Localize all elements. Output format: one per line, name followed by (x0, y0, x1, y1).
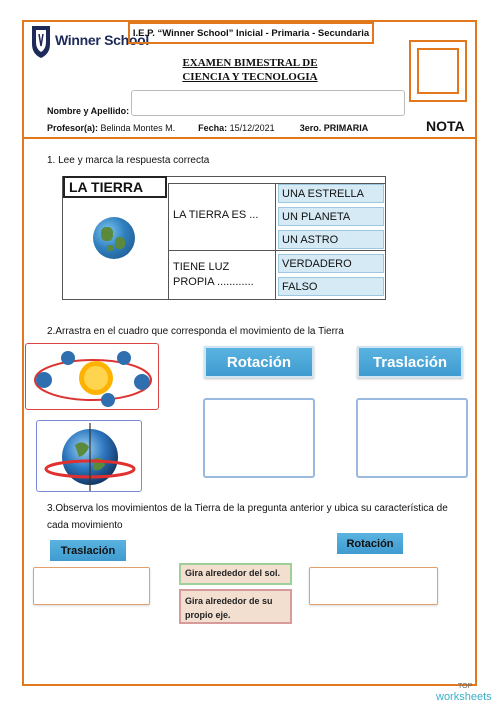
name-field[interactable] (131, 90, 405, 116)
logo-text: Winner School (55, 32, 149, 48)
table-divider (168, 250, 386, 251)
drop-zone-rotacion[interactable] (203, 398, 315, 478)
q2-prompt: 2.Arrastra en el cuadro que corresponda el movimiento de la Tierra (47, 326, 344, 337)
tag-traslacion: Traslación (50, 540, 126, 561)
option-un-astro[interactable]: UN ASTRO (278, 230, 384, 249)
drop-zone-rotacion-characteristic[interactable] (309, 567, 438, 605)
date-value: 15/12/2021 (229, 123, 275, 133)
label-traslacion[interactable]: Traslación (357, 346, 463, 378)
translation-image[interactable] (25, 343, 159, 410)
q3-prompt: 3.Observa los movimientos de la Tierra de la pregunta anterior y ubica su característica de cada movimiento (47, 503, 448, 531)
exam-title (150, 56, 350, 84)
earth-globe-icon (93, 217, 135, 259)
q1-statement-2-line1: TIENE LUZ (173, 261, 230, 273)
chip-gira-alrededor-del-sol[interactable]: Gira alrededor del sol. (179, 563, 292, 585)
date-label: Fecha: (198, 123, 228, 133)
tag-rotacion: Rotación (337, 533, 403, 554)
table-divider (168, 183, 169, 300)
exam-title-line2: CIENCIA Y TECNOLOGIA (182, 71, 318, 83)
chip-gira-alrededor-de-su-eje[interactable] (179, 589, 292, 624)
nota-input-box[interactable] (417, 48, 459, 94)
option-una-estrella[interactable]: UNA ESTRELLA (278, 184, 384, 203)
header-divider (22, 137, 477, 139)
grade-label: 3ero. PRIMARIA (299, 123, 369, 133)
q1-prompt: 1. Lee y marca la respuesta correcta (47, 155, 210, 166)
q1-statement-2 (173, 260, 254, 290)
drop-zone-traslacion[interactable] (356, 398, 468, 478)
earth-rotation-icon (37, 421, 142, 492)
chip2-line1: Gira alrededor de su (185, 596, 273, 606)
sun-orbit-icon (26, 344, 159, 410)
option-un-planeta[interactable]: UN PLANETA (278, 207, 384, 226)
q1-box-title: LA TIERRA (63, 176, 167, 198)
rotation-image[interactable] (36, 420, 142, 492)
meta-row (47, 123, 368, 133)
exam-title-line1: EXAMEN BIMESTRAL DE (182, 57, 318, 69)
teacher-label: Profesor(a): (47, 123, 99, 133)
name-label: Nombre y Apellido: (47, 106, 130, 116)
option-verdadero[interactable]: VERDADERO (278, 254, 384, 273)
nota-label: NOTA (426, 118, 465, 134)
footer-brand[interactable]: worksheets (436, 691, 492, 703)
school-logo-icon (30, 24, 52, 60)
option-falso[interactable]: FALSO (278, 277, 384, 296)
footer-brand-top: TOP (458, 683, 473, 690)
q1-statement-2-line2: PROPIA ............ (173, 276, 254, 288)
label-rotacion[interactable]: Rotación (204, 346, 314, 378)
drop-zone-traslacion-characteristic[interactable] (33, 567, 150, 605)
q1-statement-1: LA TIERRA ES ... (173, 209, 259, 221)
table-divider (275, 183, 276, 300)
chip2-line2: propio eje. (185, 610, 231, 620)
school-banner: I.E.P. “Winner School” Inicial - Primaria - Secundaria (128, 22, 374, 44)
teacher-value: Belinda Montes M. (100, 123, 176, 133)
